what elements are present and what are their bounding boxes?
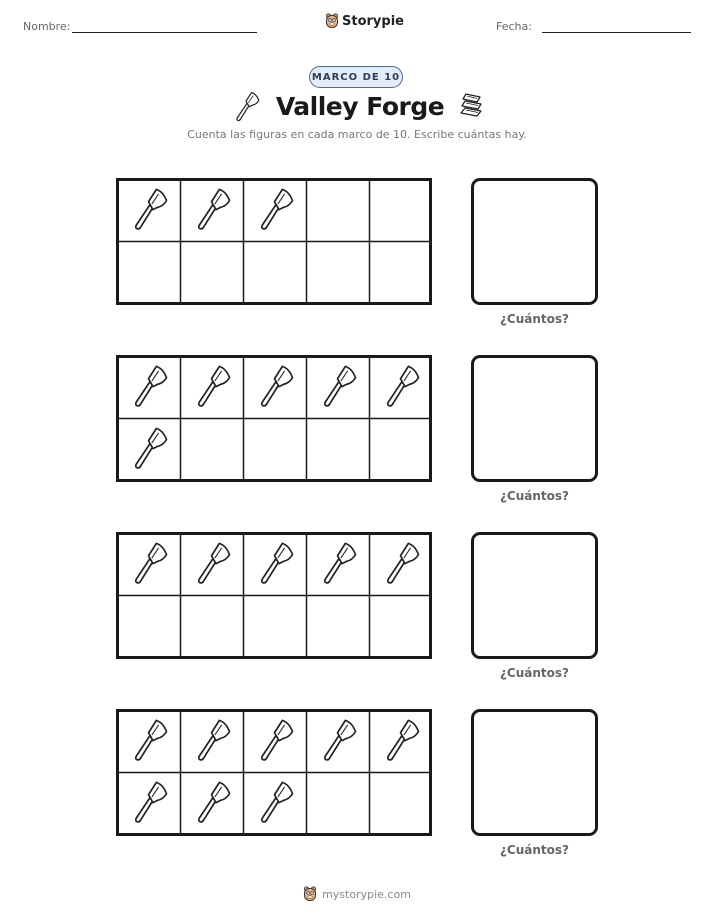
axe-icon bbox=[378, 540, 423, 585]
axe-icon bbox=[126, 363, 171, 408]
name-line[interactable] bbox=[72, 32, 257, 33]
brand-logo bbox=[325, 13, 404, 29]
answer-box[interactable] bbox=[471, 355, 598, 482]
axe-icon bbox=[378, 717, 423, 762]
axe-icon bbox=[252, 363, 297, 408]
axe-icon bbox=[378, 363, 423, 408]
page-title: Valley Forge bbox=[275, 91, 445, 121]
worksheet-type-badge: MARCO DE 10 bbox=[309, 66, 403, 88]
date-label: Fecha: bbox=[496, 20, 532, 33]
axe-icon bbox=[315, 717, 360, 762]
axe-icon bbox=[252, 186, 297, 231]
answer-label: ¿Cuántos? bbox=[499, 489, 570, 503]
answer-label: ¿Cuántos? bbox=[499, 666, 570, 680]
axe-icon bbox=[315, 363, 360, 408]
brand-name: Storypie bbox=[342, 13, 404, 29]
storypie-mascot-icon bbox=[303, 886, 317, 902]
axe-icon bbox=[252, 717, 297, 762]
name-label: Nombre: bbox=[23, 20, 71, 33]
axe-icon bbox=[189, 779, 234, 824]
ten-frame bbox=[116, 178, 432, 305]
axe-icon bbox=[126, 186, 171, 231]
footer bbox=[0, 886, 714, 902]
axe-icon bbox=[230, 90, 262, 122]
axe-icon bbox=[189, 717, 234, 762]
axe-icon bbox=[126, 717, 171, 762]
answer-label: ¿Cuántos? bbox=[499, 312, 570, 326]
bandage-icon bbox=[458, 91, 484, 121]
title-row bbox=[0, 90, 714, 122]
axe-icon bbox=[189, 186, 234, 231]
answer-label: ¿Cuántos? bbox=[499, 843, 570, 857]
instructions: Cuenta las figuras en cada marco de 10. Escribe cuántas hay. bbox=[187, 128, 527, 141]
storypie-mascot-icon bbox=[325, 13, 339, 29]
answer-box[interactable] bbox=[471, 532, 598, 659]
axe-icon bbox=[126, 779, 171, 824]
axe-icon bbox=[252, 779, 297, 824]
axe-icon bbox=[189, 363, 234, 408]
axe-icon bbox=[252, 540, 297, 585]
answer-box[interactable] bbox=[471, 709, 598, 836]
axe-icon bbox=[189, 540, 234, 585]
axe-icon bbox=[126, 425, 171, 470]
axe-icon bbox=[126, 540, 171, 585]
axe-icon bbox=[315, 540, 360, 585]
footer-url: mystorypie.com bbox=[322, 887, 411, 901]
ten-frame bbox=[116, 532, 432, 659]
answer-box[interactable] bbox=[471, 178, 598, 305]
ten-frame bbox=[116, 355, 432, 482]
date-line[interactable] bbox=[542, 32, 691, 33]
ten-frame bbox=[116, 709, 432, 836]
